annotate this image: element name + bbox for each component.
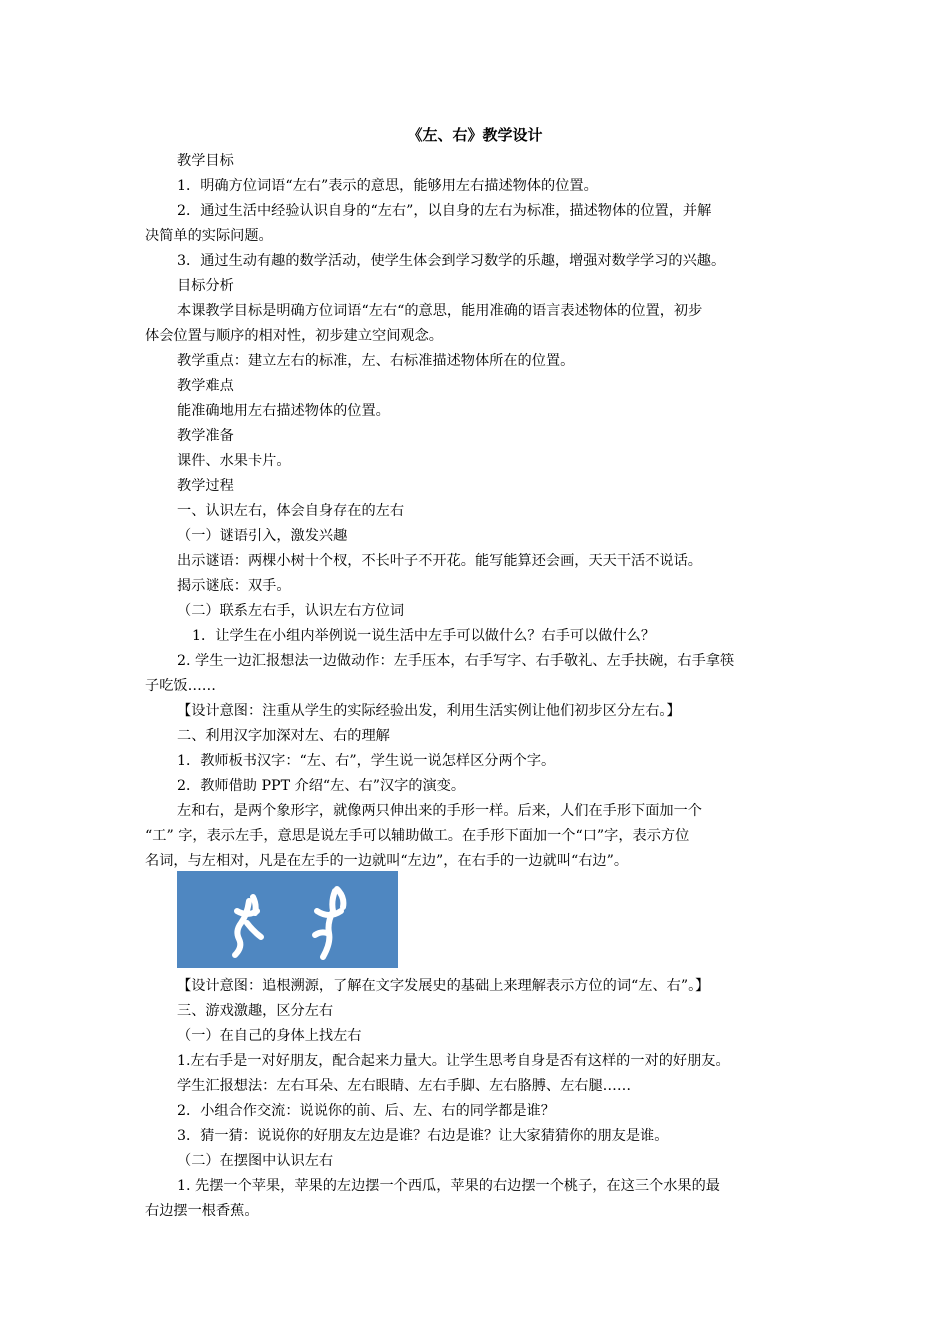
activity-1: 1．让学生在小组内举例说一说生活中左手可以做什么？右手可以做什么？ [192,628,656,644]
goal-3: 3．通过生动有趣的数学活动，使学生体会到学习数学的乐趣，增强对数学学习的兴趣。 [177,253,726,269]
teaching-focus: 教学重点：建立左右的标准，左、右标准描述物体所在的位置。 [177,353,575,369]
heading-teaching-preparation: 教学准备 [177,428,234,444]
body-activity-2: 2．小组合作交流：说说你的前、后、左、右的同学都是谁？ [177,1103,555,1119]
subsection-1-1: （一）谜语引入，激发兴趣 [177,528,348,544]
activity-2-line-1: 2. 学生一边汇报想法一边做动作：左手压本，右手写字、右手敬礼、左手扶碗，右手拿筷 [177,653,735,669]
explanation-line-3: 名词，与左相对，凡是在左手的一边就叫“左边”，在右手的一边就叫“右边”。 [145,853,629,869]
analysis-line-2: 体会位置与顺序的相对性，初步建立空间观念。 [145,328,443,344]
difficulty-text: 能准确地用左右描述物体的位置。 [177,403,390,419]
ancient-left-right-glyphs [177,871,398,968]
design-intent-1: 【设计意图：注重从学生的实际经验出发，利用生活实例让他们初步区分左右。】 [177,703,681,719]
design-intent-2: 【设计意图：追根溯源，了解在文字发展史的基础上来理解表示方位的词“左、右”。】 [177,978,710,994]
riddle-text: 出示谜语：两棵小树十个杈，不长叶子不开花。能写能算还会画，天天干活不说话。 [177,553,702,569]
preparation-text: 课件、水果卡片。 [177,453,291,469]
goal-2-line-2: 决简单的实际问题。 [145,228,273,244]
heading-goal-analysis: 目标分析 [177,278,234,294]
section-2-item-2: 2．教师借助 PPT 介绍“左、右”汉字的演变。 [177,778,466,794]
heading-teaching-goals: 教学目标 [177,153,234,169]
document-title: 《左、右》教学设计 [407,126,543,144]
explanation-line-1: 左和右，是两个象形字，就像两只伸出来的手形一样。后来，人们在手形下面加一个 [177,803,702,819]
arrangement-line-2: 右边摆一根香蕉。 [145,1203,259,1219]
section-2-item-1: 1．教师板书汉字：“左、右”，学生说一说怎样区分两个字。 [177,753,556,769]
goal-2-line-1: 2．通过生活中经验认识自身的“左右”，以自身的左右为标准，描述物体的位置，并解 [177,203,712,219]
subsection-1-2: （二）联系左右手，认识左右方位词 [177,603,405,619]
riddle-answer: 揭示谜底：双手。 [177,578,291,594]
heading-teaching-process: 教学过程 [177,478,234,494]
analysis-line-1: 本课教学目标是明确方位词语“左右“的意思，能用准确的语言表述物体的位置，初步 [177,303,703,319]
body-activity-3: 3．猜一猜：说说你的好朋友左边是谁？右边是谁？让大家猜猜你的朋友是谁。 [177,1128,669,1144]
heading-teaching-difficulty: 教学难点 [177,378,234,394]
subsection-3-1: （一）在自己的身体上找左右 [177,1028,362,1044]
body-activity-1: 1.左右手是一对好朋友，配合起来力量大。让学生思考自身是否有这样的一对的好朋友。 [177,1053,730,1069]
explanation-line-2: “工” 字，表示左手，意思是说左手可以辅助做工。在手形下面加一个“口”字，表示方位 [145,828,690,844]
section-2-heading: 二、利用汉字加深对左、右的理解 [177,728,390,744]
subsection-3-2: （二）在摆图中认识左右 [177,1153,334,1169]
arrangement-line-1: 1. 先摆一个苹果，苹果的左边摆一个西瓜，苹果的右边摆一个桃子，在这三个水果的最 [177,1178,720,1194]
student-report: 学生汇报想法：左右耳朵、左右眼睛、左右手脚、左右胳膊、左右腿…… [177,1078,632,1094]
section-1-heading: 一、认识左右，体会自身存在的左右 [177,503,405,519]
goal-1: 1．明确方位词语“左右”表示的意思，能够用左右描述物体的位置。 [177,178,598,194]
activity-2-line-2: 子吃饭…… [145,678,216,694]
ancient-characters-image [177,871,398,968]
section-3-heading: 三、游戏激趣，区分左右 [177,1003,334,1019]
